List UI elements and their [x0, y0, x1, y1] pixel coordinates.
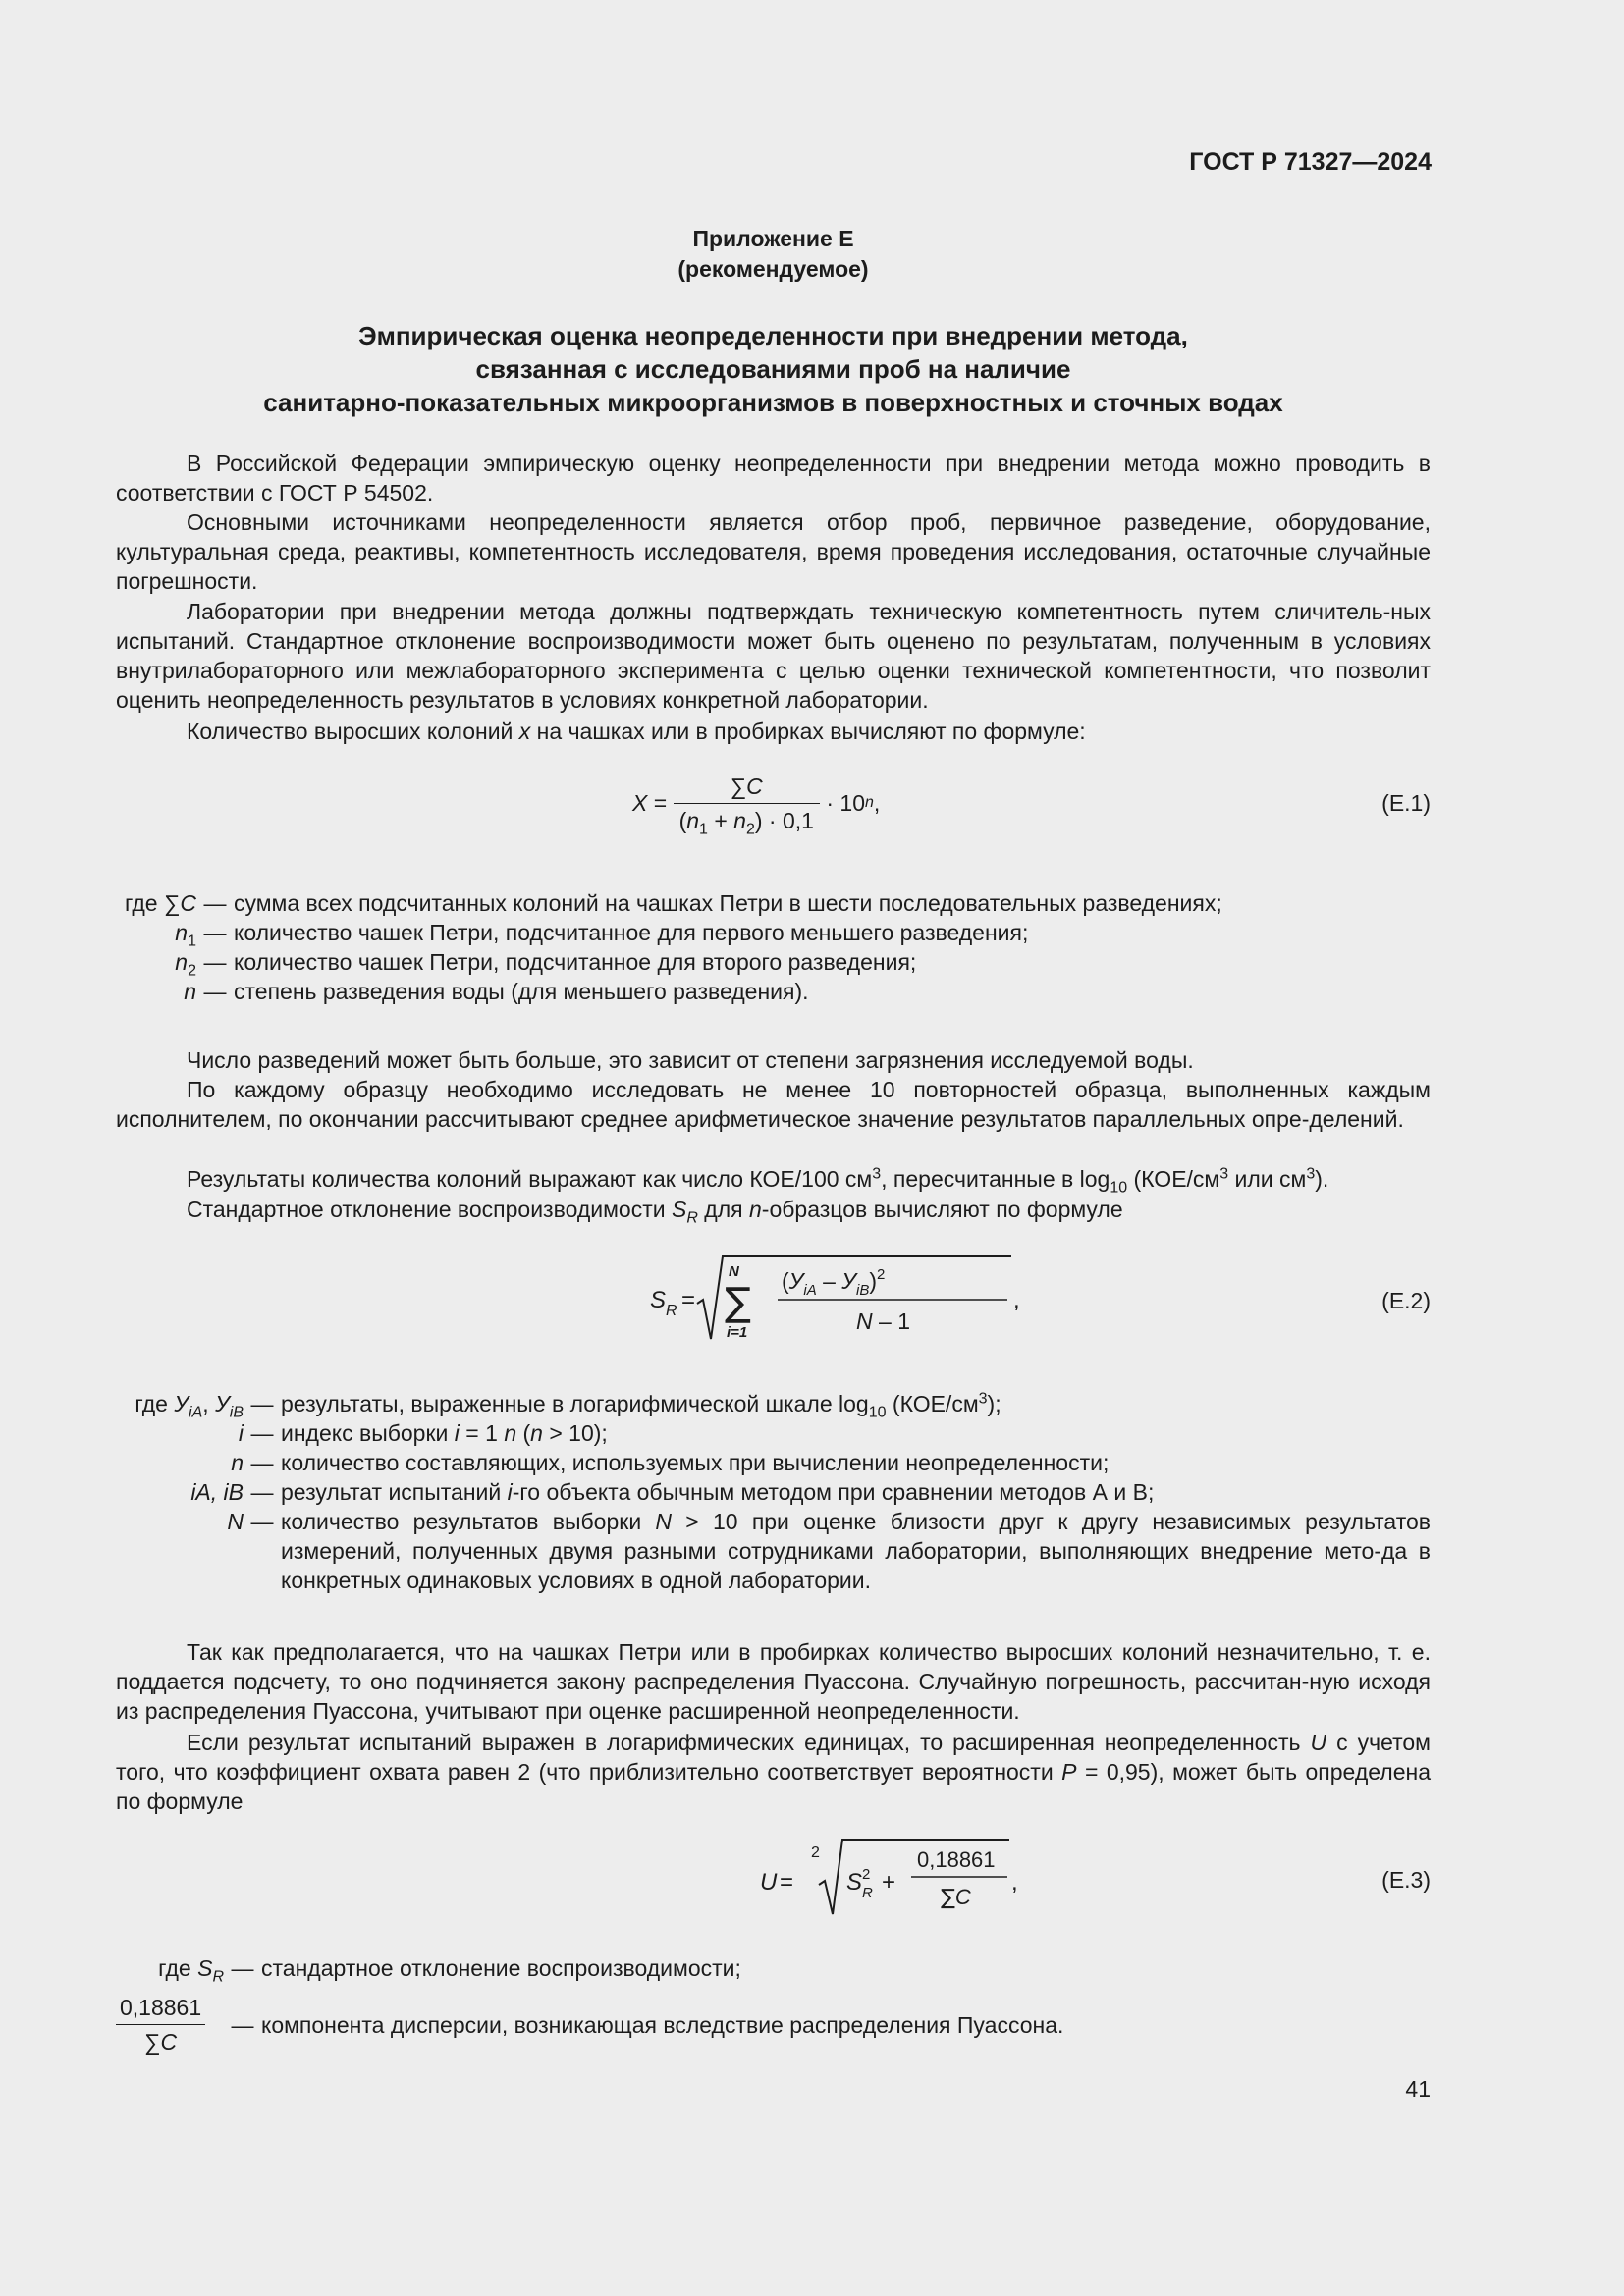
definition-text: количество чашек Петри, подсчитанное для первого меньшего разведения; — [234, 920, 1029, 945]
definition-text: индекс выборки i = 1 n (n > 10); — [281, 1420, 608, 1446]
svg-text:2: 2 — [811, 1844, 820, 1861]
text: ( — [516, 1420, 531, 1446]
definition-row: N — количество результатов выборки N > 10 при оценке близости друг к другу независимых результатов измерений, полученных двумя разными сотрудниками лаборатории, выполняющих внедрение мето-да в конкретных одинаковых условиях в одной лаборатории. — [227, 1509, 1431, 1593]
text: > 10); — [542, 1420, 608, 1446]
where-label: где — [158, 1955, 191, 1981]
text: ); — [987, 1391, 1001, 1416]
annex-status: (рекомендуемое) — [677, 256, 869, 282]
title-line-3: санитарно-показательных микроорганизмов в поверхностных и сточных водах — [263, 388, 1283, 417]
text: -го объекта обычным методом при сравнении методов А и В; — [512, 1479, 1155, 1505]
symbol: iA, iB — [190, 1479, 244, 1505]
definition-row: $n_1$ — количество чашек Петри, подсчитанное для первого меньшего разведения; — [116, 918, 1431, 947]
text: > 10 при оценке близости друг к другу независимых результатов измерений, полученных двумя разными сотрудниками лаборатории, выполняющих внедрение мето-да в конкретных одинаковых условиях в одной лаборатории. — [281, 1509, 1431, 1593]
text: количество результатов выборки — [281, 1509, 656, 1534]
definition-text: степень разведения воды (для меньшего разведения). — [234, 979, 809, 1004]
text: для — [697, 1197, 749, 1222]
definition-row: где $У_{iA}$, $У_{iB}$ — результаты, выраженные в логарифмической шкале $\log_{10} (КОЕ/см^3)$; — [116, 1389, 1431, 1418]
paragraph-9: Так как предполагается, что на чашках Петри или в пробирках количество выросших колоний незначительно, т. е. поддается подсчету, то оно подчиняется закону распределения Пуассона. Случайную погрешность, рассчитан-ную исходя из распределения Пуассона, учитывают при оценке расширенной неопределенности. — [116, 1639, 1431, 1724]
text: Количество выросших колоний — [187, 719, 519, 744]
paragraph-6: По каждому образцу необходимо исследовать не менее 10 повторностей образца, выполненных каждым исполнителем, по окончании рассчитывают среднее арифметическое значение результатов параллельных опре-делений. — [116, 1077, 1431, 1132]
text: = 0,95), может быть определена по формуле — [116, 1759, 1431, 1814]
text: с учетом того, что коэффициент охвата равен 2 (что приблизительно соответствует вероятности — [116, 1730, 1431, 1785]
definition-row: i — индекс выборки i = 1 n (n > 10); — [116, 1418, 1431, 1448]
definition-row: $n_2$ — количество чашек Петри, подсчитанное для второго разведения; — [116, 947, 1431, 977]
svg-text:R: R — [862, 1885, 873, 1901]
annex-heading — [116, 224, 1431, 285]
definition-row: $\frac{0,18861}{\sum C}$ — компонента дисперсии, возникающая вследствие распределения Пуассона. — [116, 1993, 1431, 2056]
formula-e1: X = $\frac{\sum C}{(n_1 + n_2) \cdot 0,1}$ · 10 n , (Е.1) — [632, 773, 1431, 838]
definitions-e1 — [116, 888, 1431, 1006]
standard-number: ГОСТ Р 71327—2024 — [1189, 148, 1432, 176]
svg-text:=: = — [681, 1287, 696, 1313]
where-label: где — [125, 890, 158, 916]
svg-text:,: , — [1011, 1869, 1018, 1896]
svg-text:U: U — [760, 1869, 778, 1896]
sub: 2 — [745, 821, 755, 838]
svg-text:0,18861: 0,18861 — [917, 1847, 996, 1872]
text: результаты, выраженные в логарифмической шкале log — [281, 1391, 869, 1416]
definitions-e2 — [116, 1389, 1431, 1595]
formula-e2-graphic — [650, 1247, 1062, 1345]
formula-e1-fraction: $\frac{\sum C}{(n_1 + n_2) \cdot 0,1}$ — [674, 772, 820, 835]
text: Если результат испытаний выражен в логарифмических единицах, то расширенная неопределенность — [187, 1730, 1311, 1755]
definitions-e3 — [116, 1953, 1431, 2056]
paragraph-2: Основными источниками неопределенности является отбор проб, первичное разведение, оборудование, культуральная среда, реактивы, компетентность исследователя, время проведения исследования, остаточные случайные погрешности. — [116, 509, 1431, 594]
definition-row: где ∑C — сумма всех подсчитанных колоний на чашках Петри в шести последовательных разведениях; — [116, 888, 1431, 918]
svg-text:2: 2 — [862, 1866, 871, 1883]
definition-row: где $S_R$ — стандартное отклонение воспроизводимости; — [116, 1953, 1431, 1983]
text: -образцов вычисляют по формуле — [761, 1197, 1123, 1222]
text: на чашках или в пробирках вычисляют по формуле: — [530, 719, 1086, 744]
text: (КОЕ/см — [886, 1391, 979, 1416]
factor: 0,1 — [782, 807, 814, 833]
paragraph-8: Стандартное отклонение воспроизводимости $S_R$ для n-образцов вычисляют по формуле — [187, 1197, 1123, 1227]
svg-text:∑: ∑ — [725, 1280, 751, 1325]
definition-text: количество чашек Петри, подсчитанное для второго разведения; — [234, 949, 917, 975]
title-line-1: Эмпирическая оценка неопределенности при внедрении метода, — [358, 321, 1188, 350]
definition-text: компонента дисперсии, возникающая вследствие распределения Пуассона. — [261, 2011, 1064, 2038]
text: , пересчитанные в log — [881, 1166, 1110, 1192]
text: Стандартное отклонение воспроизводимости — [187, 1197, 672, 1222]
svg-text:,: , — [1013, 1287, 1020, 1313]
definition-text: стандартное отклонение воспроизводимости; — [261, 1955, 741, 1981]
text: результат испытаний — [281, 1479, 508, 1505]
svg-text:N: N — [729, 1263, 739, 1280]
formula-e3-graphic — [760, 1834, 1055, 1922]
text: (КОЕ/см — [1127, 1166, 1220, 1192]
svg-text:∑C: ∑C — [941, 1885, 971, 1910]
formula-e2-number: (Е.2) — [1381, 1288, 1431, 1313]
paragraph-5: Число разведений может быть больше, это зависит от степени загрязнения исследуемой воды. — [187, 1047, 1194, 1073]
text: = 1 — [459, 1420, 505, 1446]
paragraph-1: В Российской Федерации эмпирическую оценку неопределенности при внедрении метода можно проводить в соответствии с ГОСТ Р 54502. — [116, 451, 1431, 506]
paragraph-3: Лаборатории при внедрении метода должны подтверждать техническую компетентность путем сличитель-ных испытаний. Стандартное отклонение воспроизводимости может быть оценено по результатам, полученным в условиях внутрилабораторного или межлабораторного эксперимента с целью оценки технической компетентности, что позволит оценить неопределенность результатов в условиях конкретной лаборатории. — [116, 599, 1431, 713]
formula-e1-number: (Е.1) — [1381, 790, 1431, 816]
var-x: x — [518, 719, 531, 744]
annex-title — [116, 319, 1431, 419]
svg-text:(УiA – УiB)2: $(У_{iA} - У_{iB})^2$ — [782, 1266, 886, 1299]
definition-row: n — степень разведения воды (для меньшего разведения). — [116, 977, 1431, 1006]
definition-text: результаты, выраженные в логарифмической шкале $\log_{10} (КОЕ/см^3)$; — [281, 1390, 1001, 1421]
poisson-fraction: $\frac{0,18861}{\sum C}$ — [116, 1993, 205, 2056]
svg-text:i=1: i=1 — [727, 1324, 748, 1341]
svg-text:+: + — [882, 1869, 896, 1896]
page-number: 41 — [1405, 2076, 1431, 2102]
formula-e3 — [116, 1834, 1431, 1922]
text: или см — [1228, 1166, 1307, 1192]
definition-row: n — количество составляющих, используемых при вычислении неопределенности; — [116, 1448, 1431, 1477]
definition-text: количество составляющих, используемых при вычислении неопределенности; — [281, 1450, 1110, 1475]
svg-text:S: S — [846, 1869, 863, 1896]
paragraph-7: Результаты количества колоний выражают как число КОЕ/100 $см^3$, пересчитанные в $\log_{10} (КОЕ/см^3$ или $см^3$). — [187, 1165, 1329, 1197]
text: Результаты количества колоний выражают как число КОЕ/100 см — [187, 1166, 873, 1192]
text: ). — [1315, 1166, 1329, 1192]
numerator: 0,18861 — [116, 1993, 205, 2025]
paragraph-4 — [116, 717, 1431, 746]
svg-text:R: R — [666, 1303, 677, 1319]
annex-label: Приложение Е — [692, 226, 854, 251]
sub: 1 — [699, 821, 708, 838]
where-label: где — [135, 1391, 168, 1416]
svg-text:S: S — [650, 1287, 667, 1313]
text: индекс выборки — [281, 1420, 455, 1446]
ten: 10 — [839, 790, 865, 816]
paragraph-10: Если результат испытаний выражен в логарифмических единицах, то расширенная неопределенность U с учетом того, что коэффициент охвата равен 2 (что приблизительно соответствует вероятности P = 0,95), может быть определена по формуле — [116, 1730, 1431, 1814]
definition-text: сумма всех подсчитанных колоний на чашках Петри в шести последовательных разведениях; — [234, 890, 1222, 916]
title-line-2: связанная с исследованиями проб на наличие — [475, 354, 1071, 384]
svg-text:=: = — [780, 1869, 794, 1896]
formula-e2 — [116, 1247, 1431, 1345]
definition-text: количество результатов выборки N > 10 при оценке близости друг к другу независимых результатов измерений, полученных двумя разными сотрудниками лаборатории, выполняющих внедрение мето-да в конкретных одинаковых условиях в одной лаборатории. — [281, 1509, 1431, 1593]
formula-e3-number: (Е.3) — [1381, 1867, 1431, 1893]
definition-text: результат испытаний i-го объекта обычным методом при сравнении методов А и В; — [281, 1479, 1155, 1505]
definition-row: iA, iB — результат испытаний i-го объекта обычным методом при сравнении методов А и В; — [116, 1477, 1431, 1507]
svg-text:N – 1: N – 1 — [856, 1308, 910, 1334]
